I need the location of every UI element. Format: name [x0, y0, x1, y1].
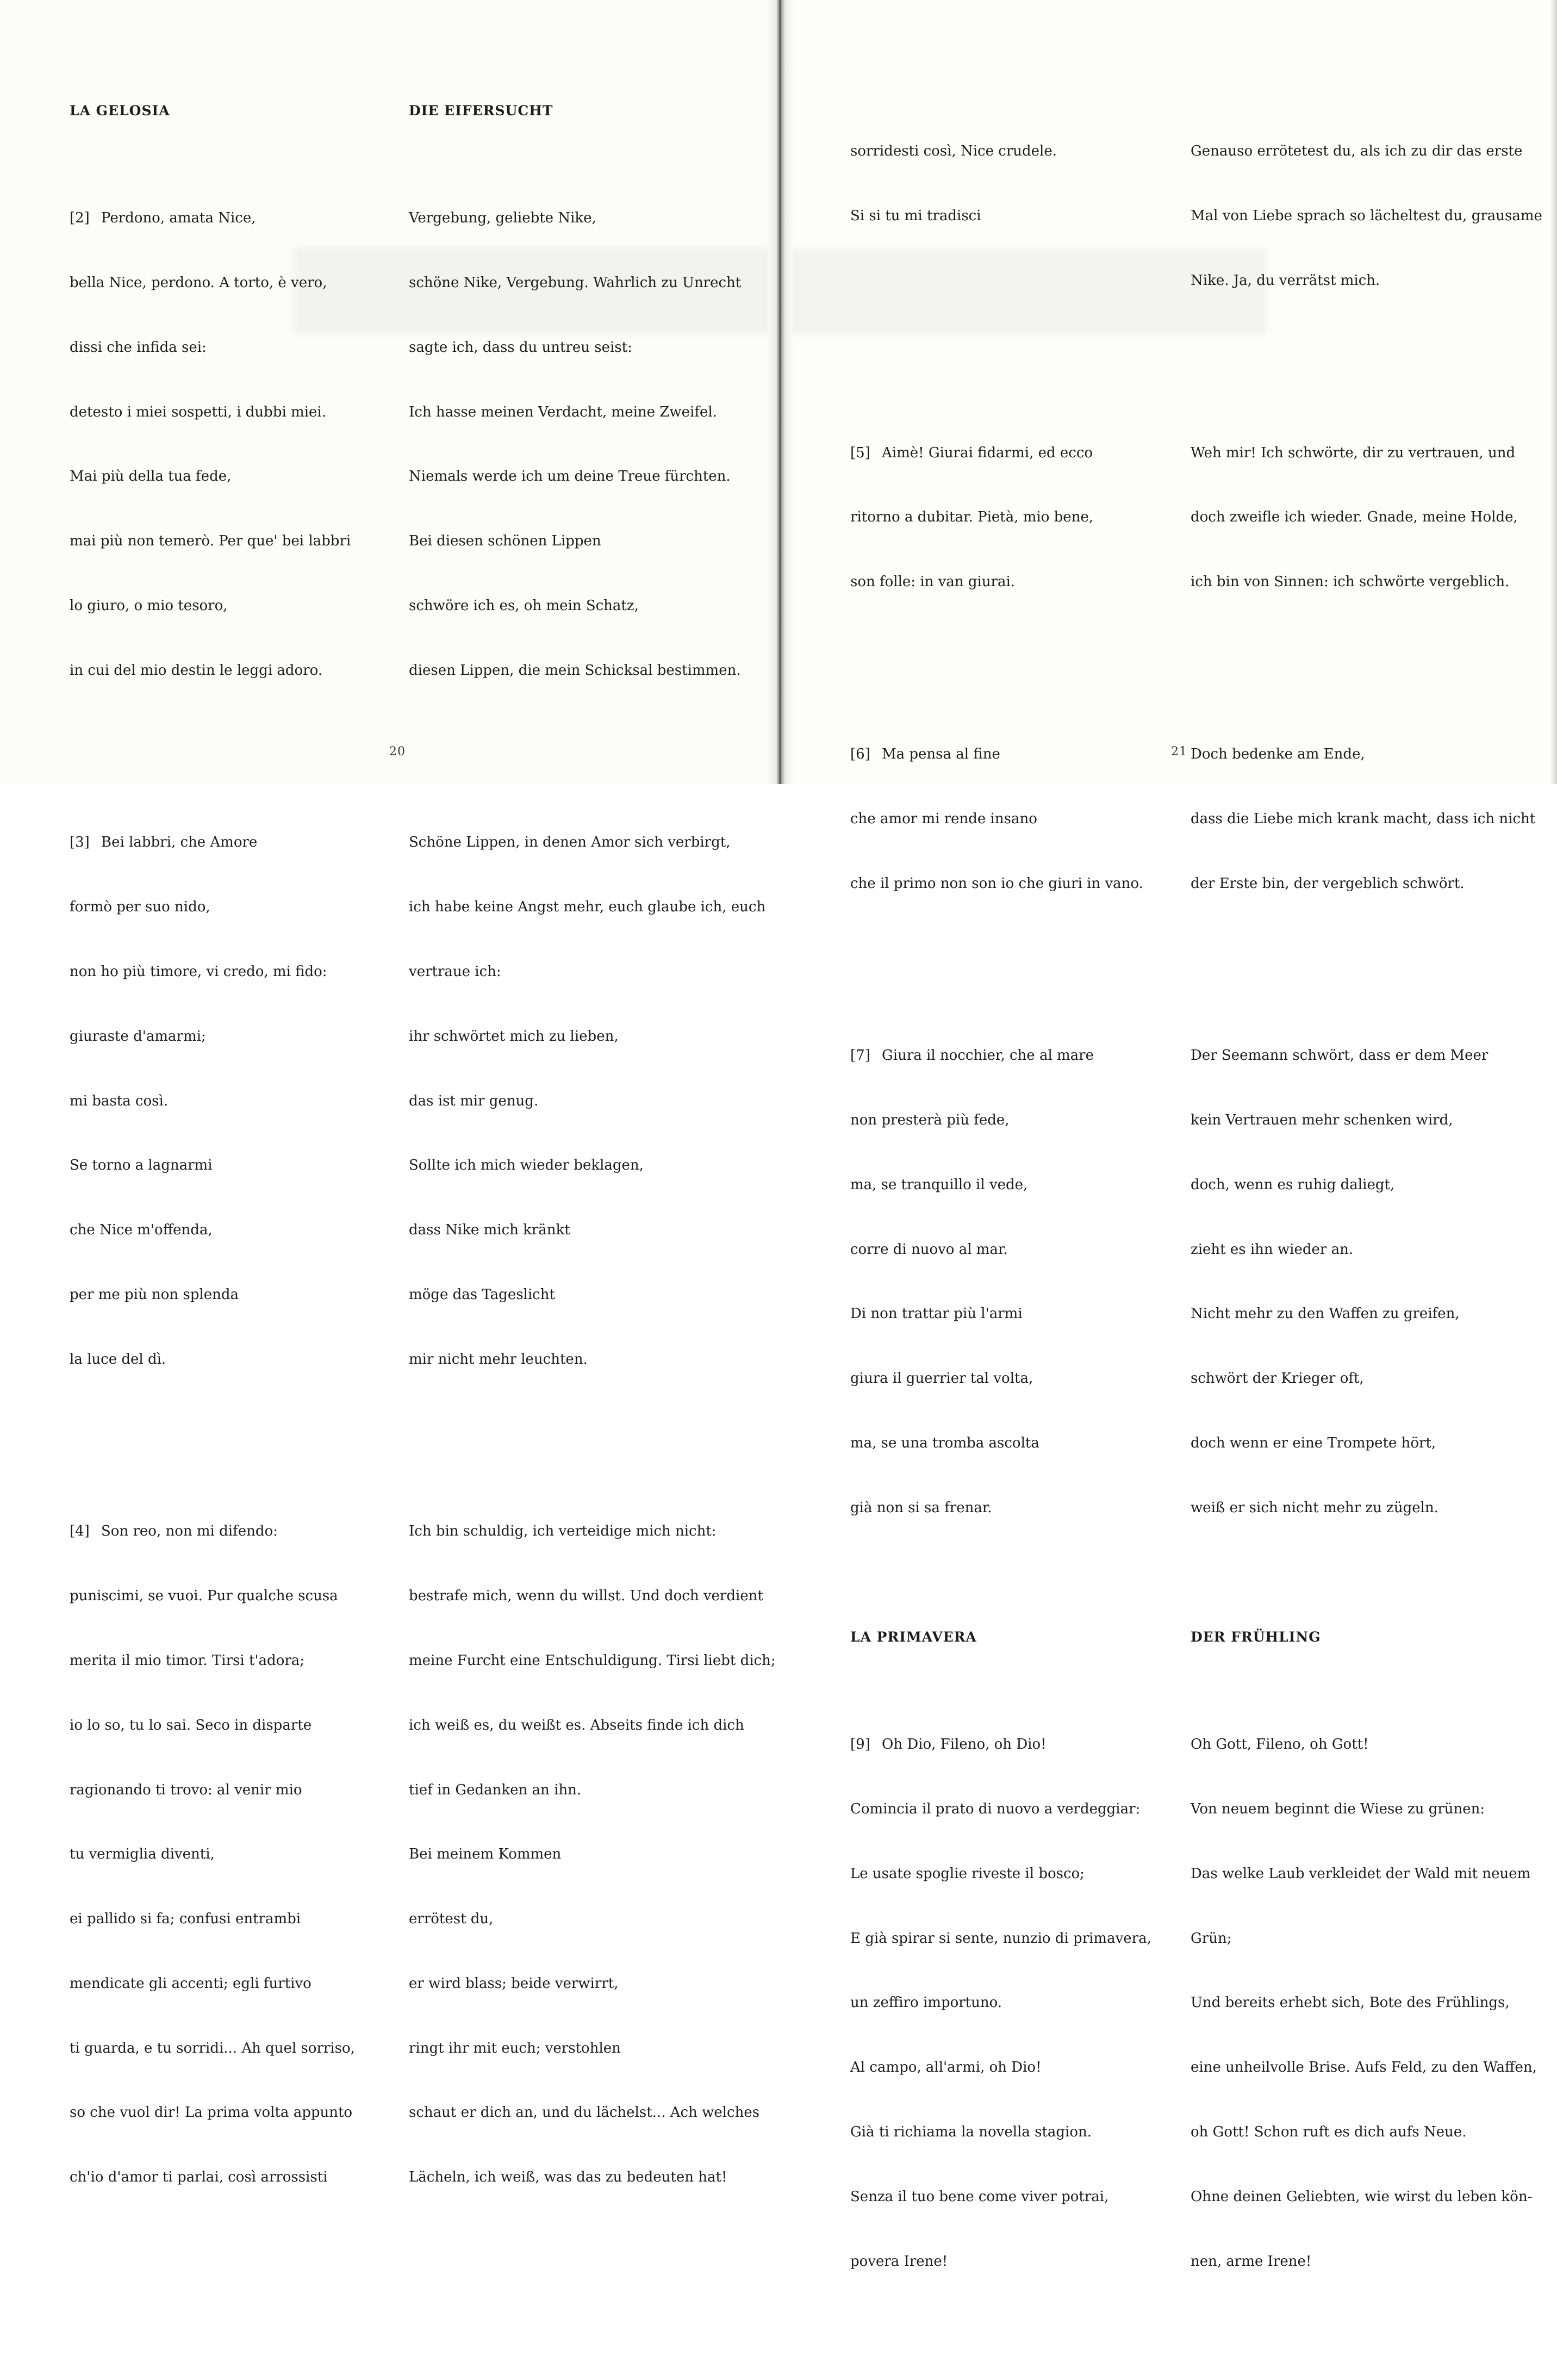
blank-line: [850, 335, 1151, 357]
stanza-line: mir nicht mehr leuchten.: [409, 1351, 588, 1368]
stanza-line: Ich hasse meinen Verdacht, meine Zweifel.: [409, 403, 717, 420]
stanza-line: formò per suo nido,: [70, 899, 210, 916]
stanza-line: E già spirar si sente, nunzio di primavera,: [850, 1930, 1151, 1947]
italian-column-left: [70, 57, 355, 2296]
stanza-line: schwöre ich es, oh mein Schatz,: [409, 597, 639, 614]
stanza-line: Vergebung, geliebte Nike,: [409, 210, 596, 227]
stanza-line: sagte ich, dass du untreu seist:: [409, 339, 632, 356]
stanza-line: das ist mir genug.: [409, 1092, 539, 1109]
stanza-line: tu vermiglia diventi,: [70, 1846, 215, 1863]
stanza-line: [6] Ma pensa al fine: [850, 744, 1151, 766]
stanza-line: eine unheilvolle Brise. Aufs Feld, zu den Waffen,: [1191, 2059, 1537, 2076]
stanza-line: Von neuem beginnt die Wiese zu grünen:: [1191, 1801, 1485, 1818]
stanza-line: ei pallido si fa; confusi entrambi: [70, 1911, 301, 1928]
stanza-line: Niemals werde ich um deine Treue fürchten.: [409, 468, 731, 485]
stanza-line: Bei diesen schönen Lippen: [409, 533, 601, 550]
stanza-line: tief in Gedanken an ihn.: [409, 1781, 582, 1798]
stanza-line: puniscimi, se vuoi. Pur qualche scusa: [70, 1588, 338, 1605]
stanza-2: [70, 165, 355, 724]
stanza-line: ch'io d'amor ti parlai, così arrossisti: [70, 2169, 328, 2186]
stanza-line: ti guarda, e tu sorridi... Ah quel sorriso,: [70, 2040, 355, 2056]
stanza-line: doch zweifle ich wieder. Gnade, meine Holde,: [1191, 509, 1518, 526]
stanza-line: Nicht mehr zu den Waffen zu greifen,: [1191, 1306, 1460, 1322]
stanza-line: kein Vertrauen mehr schenken wird,: [1191, 1112, 1453, 1129]
stanza: [409, 1478, 776, 2232]
stanza-line: già non si sa frenar.: [850, 1499, 992, 1516]
stanza-number: [3]: [70, 834, 90, 851]
stanza-line: nen, arme Irene!: [1191, 2253, 1312, 2270]
stanza-line: io lo so, tu lo sai. Seco in disparte: [70, 1717, 312, 1733]
stanza-line: [4] Son reo, non mi difendo:: [70, 1521, 355, 1543]
stanza-line: la luce del dì.: [70, 1351, 166, 1368]
stanza-line: Das welke Laub verkleidet der Wald mit neuem: [1191, 1865, 1531, 1882]
stanza-line: [9] Oh Dio, Fileno, oh Dio!: [850, 1734, 1151, 1756]
stanza-line: giura il guerrier tal volta,: [850, 1370, 1033, 1387]
stanza-line: diesen Lippen, die mein Schicksal bestimmen.: [409, 662, 741, 679]
stanza-line: Mai più della tua fede,: [70, 468, 232, 485]
stanza-line: [5] Aimè! Giurai fidarmi, ed ecco: [850, 443, 1151, 464]
stanza-line: möge das Tageslicht: [409, 1286, 555, 1303]
stanza-line: so che vuol dir! La prima volta appunto: [70, 2104, 353, 2121]
stanza-line: bestrafe mich, wenn du willst. Und doch verdient: [409, 1588, 763, 1605]
stanza-line: Oh Gott, Fileno, oh Gott!: [1191, 1736, 1369, 1753]
stanza-line: schaut er dich an, und du lächelst... Ach welches: [409, 2104, 760, 2121]
stanza-line: Grün;: [1191, 1930, 1232, 1947]
stanza-line: Mal von Liebe sprach so lächeltest du, grausame: [1191, 208, 1542, 225]
stanza-number: [9]: [850, 1736, 870, 1753]
stanza-line: [3] Bei labbri, che Amore: [70, 832, 355, 854]
stanza-line: ich habe keine Angst mehr, euch glaube ich, euch: [409, 899, 766, 916]
stanza-line: Le usate spoglie riveste il bosco;: [850, 1865, 1085, 1882]
stanza-number: [7]: [850, 1047, 870, 1064]
stanza-7: [850, 1002, 1151, 1562]
stanza-line: corre di nuovo al mar.: [850, 1241, 1008, 1258]
stanza-line: Si si tu mi tradisci: [850, 208, 981, 225]
german-column-left: [409, 57, 776, 2296]
stanza-4: [70, 1478, 355, 2232]
poem-title: DER FRÜHLING: [1191, 1629, 1321, 1645]
stanza-3: [70, 789, 355, 1413]
stanza-line: Se torno a lagnarmi: [70, 1157, 213, 1174]
stanza-number: [5]: [850, 444, 870, 461]
stanza-line: son folle: in van giurai.: [850, 574, 1016, 591]
stanza-line: lo giuro, o mio tesoro,: [70, 597, 228, 614]
stanza-line: che il primo non son io che giuri in vano.: [850, 875, 1143, 892]
stanza-line: per me più non splenda: [70, 1286, 239, 1303]
stanza-line: weiß er sich nicht mehr zu zügeln.: [1191, 1499, 1438, 1516]
stanza-line: ma, se una tromba ascolta: [850, 1435, 1039, 1451]
stanza-line: mi basta così.: [70, 1092, 169, 1109]
stanza-line: che Nice m'offenda,: [70, 1222, 213, 1239]
stanza-line: [7] Giura il nocchier, che al mare: [850, 1045, 1151, 1067]
stanza: [1191, 701, 1542, 938]
stanza-line: mai più non temerò. Per que' bei labbri: [70, 533, 351, 550]
stanza-line: ma, se tranquillo il vede,: [850, 1176, 1028, 1193]
stanza-line: Già ti richiama la novella stagion.: [850, 2124, 1092, 2140]
stanza-line: doch, wenn es ruhig daliegt,: [1191, 1176, 1395, 1193]
stanza: [1191, 400, 1542, 637]
stanza-line: schwört der Krieger oft,: [1191, 1370, 1364, 1387]
stanza-line: vertraue ich:: [409, 963, 501, 980]
stanza-line: non ho più timore, vi credo, mi fido:: [70, 963, 327, 980]
page-edge: [1549, 0, 1557, 784]
stanza-line: giuraste d'amarmi;: [70, 1028, 206, 1045]
stanza: [409, 165, 776, 724]
stanza-line: Senza il tuo bene come viver potrai,: [850, 2188, 1109, 2205]
stanza: [1191, 1691, 1542, 2315]
stanza-line: Ich bin schuldig, ich verteidige mich nicht:: [409, 1523, 717, 1540]
stanza-line: Schöne Lippen, in denen Amor sich verbirgt,: [409, 834, 731, 851]
stanza-line: dass die Liebe mich krank macht, dass ich nicht: [1191, 810, 1536, 827]
stanza-line: ich weiß es, du weißt es. Abseits finde ich dich: [409, 1717, 744, 1733]
stanza-line: un zeffiro importuno.: [850, 1994, 1002, 2011]
stanza-9: [850, 1691, 1151, 2315]
stanza-line: oh Gott! Schon ruft es dich aufs Neue.: [1191, 2124, 1467, 2140]
stanza-line: ihr schwörtet mich zu lieben,: [409, 1028, 619, 1045]
stanza-line: non presterà più fede,: [850, 1112, 1010, 1129]
poem-title: LA GELOSIA: [70, 103, 170, 119]
stanza-line: Und bereits erhebt sich, Bote des Frühlings,: [1191, 1994, 1510, 2011]
stanza-line: der Erste bin, der vergeblich schwört.: [1191, 875, 1465, 892]
page-number-left: 20: [389, 745, 406, 759]
stanza-line: dissi che infida sei:: [70, 339, 207, 356]
stanza-line: ragionando ti trovo: al venir mio: [70, 1781, 302, 1798]
stanza: [409, 789, 776, 1413]
stanza-line: [2] Perdono, amata Nice,: [70, 208, 355, 229]
stanza-line: doch wenn er eine Trompete hört,: [1191, 1435, 1436, 1451]
german-column-right: [1191, 55, 1542, 2380]
stanza-line: Weh mir! Ich schwörte, dir zu vertrauen, und: [1191, 444, 1516, 461]
stanza-continuation: [1191, 98, 1542, 335]
stanza-line: Nike. Ja, du verrätst mich.: [1191, 272, 1380, 289]
stanza-line: detesto i miei sospetti, i dubbi miei.: [70, 403, 326, 420]
stanza-number: [4]: [70, 1523, 90, 1540]
stanza-line: ringt ihr mit euch; verstohlen: [409, 2040, 621, 2056]
stanza-line: Al campo, all'armi, oh Dio!: [850, 2059, 1042, 2076]
stanza-line: Sollte ich mich wieder beklagen,: [409, 1157, 644, 1174]
stanza-number: [6]: [850, 746, 870, 762]
italian-column-right: [850, 55, 1151, 2380]
stanza-line: Di non trattar più l'armi: [850, 1306, 1023, 1322]
stanza-line: dass Nike mich kränkt: [409, 1222, 570, 1239]
stanza-line: schöne Nike, Vergebung. Wahrlich zu Unrecht: [409, 274, 742, 291]
stanza-line: Doch bedenke am Ende,: [1191, 746, 1365, 762]
stanza-5: [850, 400, 1151, 637]
stanza-line: Bei meinem Kommen: [409, 1846, 562, 1863]
stanza-line: er wird blass; beide verwirrt,: [409, 1975, 619, 1992]
stanza-line: zieht es ihn wieder an.: [1191, 1241, 1354, 1258]
stanza-line: che amor mi rende insano: [850, 810, 1037, 827]
stanza-line: sorridesti così, Nice crudele.: [850, 143, 1057, 160]
stanza-continuation: [850, 98, 1151, 270]
stanza-line: Ohne deinen Geliebten, wie wirst du leben kön-: [1191, 2188, 1533, 2205]
poem-title: DIE EIFERSUCHT: [409, 103, 553, 119]
stanza-line: povera Irene!: [850, 2253, 948, 2270]
stanza-line: Genauso errötetest du, als ich zu dir das erste: [1191, 143, 1523, 160]
stanza-line: mendicate gli accenti; egli furtivo: [70, 1975, 312, 1992]
stanza-line: ritorno a dubitar. Pietà, mio bene,: [850, 509, 1094, 526]
stanza-line: merita il mio timor. Tirsi t'adora;: [70, 1652, 305, 1669]
page-number-right: 21: [1171, 745, 1187, 759]
stanza-line: bella Nice, perdono. A torto, è vero,: [70, 274, 327, 291]
stanza-line: Lächeln, ich weiß, was das zu bedeuten hat!: [409, 2169, 727, 2186]
stanza-line: Comincia il prato di nuovo a verdeggiar:: [850, 1801, 1141, 1818]
stanza-line: ich bin von Sinnen: ich schwörte vergeblich.: [1191, 574, 1510, 591]
stanza-line: in cui del mio destin le leggi adoro.: [70, 662, 323, 679]
stanza-line: errötest du,: [409, 1911, 494, 1928]
stanza-line: Der Seemann schwört, dass er dem Meer: [1191, 1047, 1489, 1064]
poem-title: LA PRIMAVERA: [850, 1629, 977, 1645]
stanza-line: meine Furcht eine Entschuldigung. Tirsi liebt dich;: [409, 1652, 776, 1669]
stanza-number: [2]: [70, 210, 90, 227]
stanza-6: [850, 701, 1151, 938]
stanza: [1191, 1002, 1542, 1562]
